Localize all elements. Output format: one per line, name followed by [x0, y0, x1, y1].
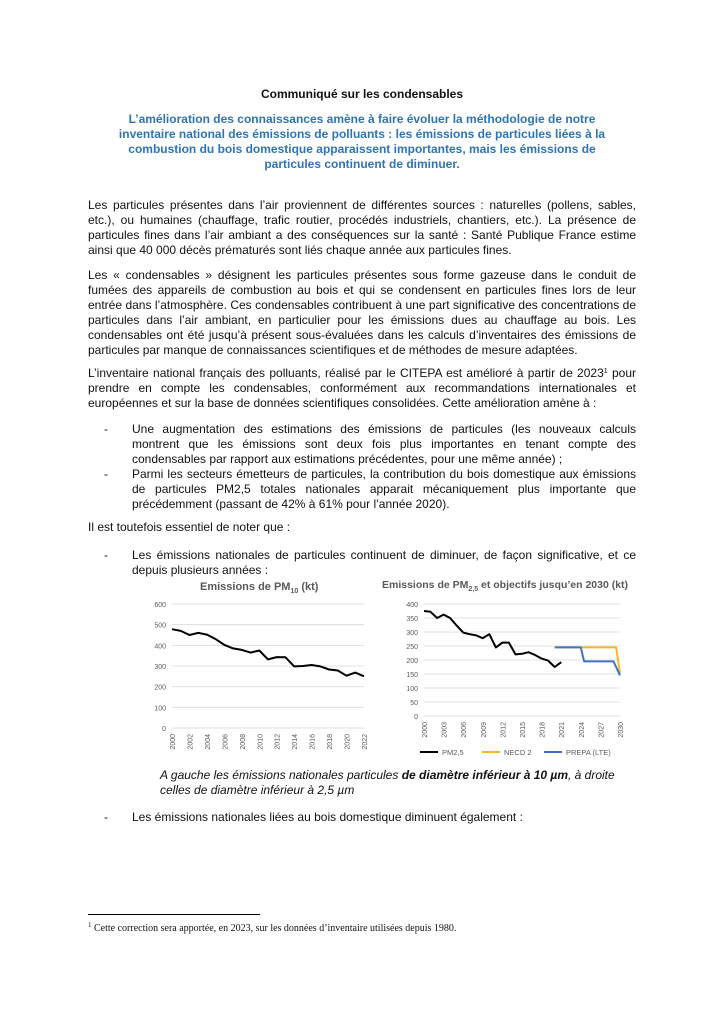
footnote-reference[interactable]: 1: [603, 368, 608, 375]
list-dash: -: [104, 467, 108, 481]
x-tick-label: 2024: [578, 722, 586, 738]
paragraph-inventory-text-b: pour prendre en compte les condensables, conformément aux recommandations internationales et européennes et sur la base de données scientifiques consolidées. Cette amélioration amène à :: [88, 366, 637, 410]
x-axis-ticks: [422, 722, 625, 738]
x-tick-label: 2012: [274, 734, 282, 750]
improvement-list: [104, 422, 636, 512]
chart-title-sub: 10: [290, 588, 299, 595]
x-tick-label: 2012: [500, 722, 508, 738]
x-tick-label: 2006: [222, 734, 230, 750]
chart-title-suffix: (kt): [298, 581, 319, 593]
y-tick-label: 500: [154, 622, 166, 630]
list-dash: -: [104, 422, 108, 436]
chart-gridlines: [172, 604, 364, 728]
chart-title: [382, 579, 628, 593]
list-item: [104, 548, 636, 578]
y-tick-label: 100: [406, 686, 418, 693]
y-tick-label: 300: [154, 664, 166, 671]
list-item-text: Les émissions nationales liées au bois domestique diminuent également :: [132, 810, 523, 824]
y-axis-ticks: [154, 602, 166, 733]
paragraph-particles-sources: Les particules présentes dans l’air proviennent de différentes sources : naturelles (pollens, sables, etc.), ou humaines (chauffage, trafic routier, procédés industriels, chantiers, etc.). La présence de particules fines dans l’air ambiant a des conséquences sur la santé : Santé Publique France estime ainsi que 40 000 décès prématurés sont liés chaque année aux particules fines.: [88, 198, 636, 257]
legend-label: NECD 2: [504, 748, 532, 757]
paragraph-inventory-improvement: [88, 366, 636, 411]
chart-series: [172, 629, 364, 676]
x-tick-label: 2015: [520, 722, 527, 738]
footnote: [88, 923, 456, 934]
x-tick-label: 2000: [170, 734, 177, 750]
y-tick-label: 300: [406, 630, 418, 637]
x-tick-label: 2006: [461, 722, 469, 738]
y-tick-label: 250: [406, 644, 418, 651]
list-item: [104, 422, 636, 467]
x-tick-label: 2016: [309, 734, 317, 750]
chart-series: [424, 611, 620, 675]
list-item-text: Les émissions nationales de particules continuent de diminuer, de façon significative, et ce depuis plusieurs années :: [132, 548, 636, 577]
x-tick-label: 2003: [441, 722, 449, 738]
chart-legend: [420, 748, 611, 757]
y-tick-label: 400: [154, 643, 166, 651]
pm10-emissions-chart: [138, 576, 372, 762]
chart-title-main: Emissions de PM: [200, 581, 291, 593]
list-dash: -: [104, 548, 108, 562]
x-tick-label: 2018: [327, 734, 335, 750]
caption-text-b: , à droite celles de diamètre inférieur à 2,5 µm: [160, 768, 615, 797]
series-line: [172, 629, 364, 676]
chart-title-main: Emissions de PM: [382, 579, 469, 591]
wood-heating-list: [104, 810, 636, 825]
list-item: [104, 467, 636, 512]
x-tick-label: 2022: [362, 734, 369, 750]
y-tick-label: 50: [410, 700, 418, 707]
decrease-list: [104, 548, 636, 578]
x-tick-label: 2027: [598, 722, 606, 738]
document-subtitle: L’amélioration des connaissances amène à faire évoluer la méthodologie de notre inventaire national des émissions de polluants : les émissions de particules liées à la combustion du bois domestique apparaissent importantes, mais les émissions de particules continuent de diminuer.: [118, 112, 606, 171]
x-tick-label: 2018: [539, 722, 547, 738]
paragraph-condensables-definition: Les « condensables » désignent les particules présentes sous forme gazeuse dans le conduit de fumées des appareils de combustion au bois et qui se condensent en particules fines lors de leur entrée dans l’atmosphère. Ces condensables contribuent à une part significative des concentrations de particules dans l’air ambiant, en particulier pour les émissions dues au chauffage au bois. Les condensables ont été jusqu’à présent sous-évaluées dans les calculs d’inventaires des émissions de particules par manque de connaissances scientifiques et de méthodes de mesure adaptées.: [88, 268, 636, 357]
x-tick-label: 2030: [618, 722, 625, 738]
chart-title: [200, 581, 319, 595]
legend-label: PREPA (LTE): [566, 748, 611, 757]
pm25-emissions-chart: [380, 576, 636, 762]
footnote-number: 1: [88, 921, 92, 929]
series-line: [555, 647, 620, 675]
footnote-separator: [88, 914, 260, 915]
x-tick-label: 2002: [187, 734, 195, 750]
chart-caption: [160, 768, 636, 798]
y-tick-label: 150: [406, 672, 418, 679]
x-axis-ticks: [170, 734, 369, 750]
list-item: [104, 810, 636, 825]
y-tick-label: 0: [162, 726, 166, 733]
list-item-text: Une augmentation des estimations des émissions de particules (les nouveaux calculs montrent que les émissions sont deux fois plus importantes en tenant compte des condensables par rapport aux estimations précédentes, pour une même année) ;: [132, 422, 636, 466]
series-line: [424, 611, 561, 667]
x-tick-label: 2009: [480, 722, 488, 738]
y-tick-label: 600: [154, 602, 166, 609]
y-axis-ticks: [406, 602, 418, 721]
paragraph-inventory-text-a: L’inventaire national français des polluants, réalisé par le CITEPA est amélioré à partir de 2023: [88, 366, 604, 380]
legend-label: PM2,5: [442, 748, 464, 757]
x-tick-label: 2021: [559, 722, 567, 738]
y-tick-label: 0: [414, 714, 418, 721]
caption-text-a: A gauche les émissions nationales particules: [160, 768, 402, 782]
y-tick-label: 200: [154, 684, 166, 692]
y-tick-label: 200: [406, 658, 418, 665]
y-tick-label: 350: [406, 616, 418, 623]
list-dash: -: [104, 810, 108, 824]
y-tick-label: 400: [406, 602, 418, 609]
x-tick-label: 2008: [239, 734, 247, 750]
x-tick-label: 2020: [344, 734, 352, 750]
x-tick-label: 2010: [257, 734, 265, 750]
x-tick-label: 2004: [204, 734, 212, 750]
list-item-text: Parmi les secteurs émetteurs de particules, la contribution du bois domestique aux émissions de particules PM2,5 totales nationales apparait mécaniquement plus importante que précédemment (passant de 42% à 61% pour l’année 2020).: [132, 467, 636, 511]
chart-title-sub: 2,5: [468, 586, 479, 593]
chart-title-suffix: et objectifs jusqu’en 2030 (kt): [478, 579, 629, 591]
document-title: Communiqué sur les condensables: [260, 87, 464, 101]
footnote-text: Cette correction sera apportée, en 2023, sur les données d’inventaire utilisées depuis 1980.: [91, 923, 457, 934]
y-tick-label: 100: [154, 705, 166, 713]
caption-text-bold: de diamètre inférieur à 10 µm: [401, 768, 568, 782]
x-tick-label: 2014: [292, 734, 300, 750]
paragraph-note-intro: Il est toutefois essentiel de noter que :: [88, 520, 291, 534]
x-tick-label: 2000: [422, 722, 429, 738]
